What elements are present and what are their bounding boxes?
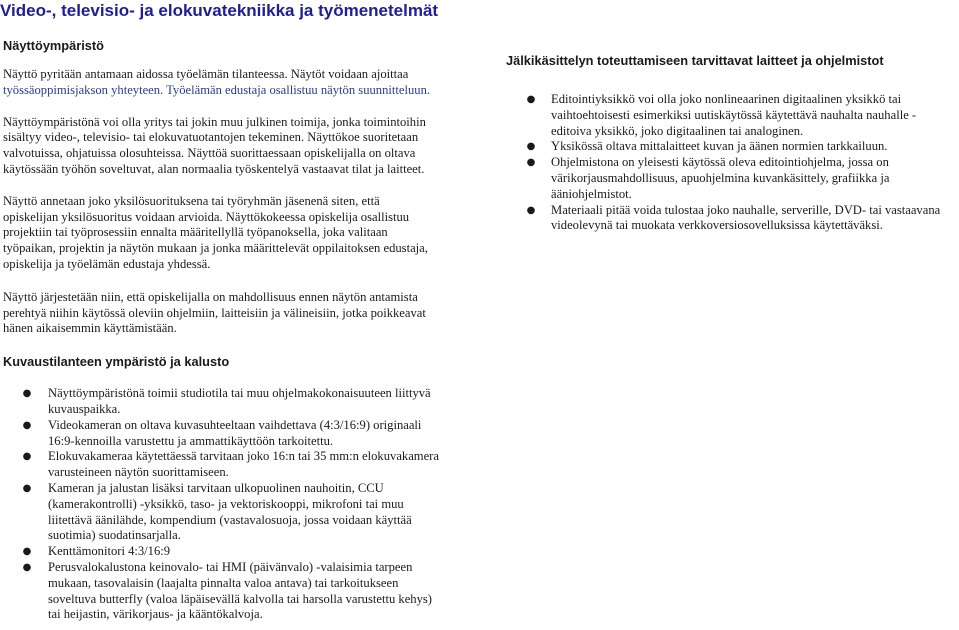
paragraph-line: opiskelijan yksilösuoritus voidaan arvioida. Näyttökokeessa opiskelija osallistuu <box>3 209 410 224</box>
list-item-line: Kameran ja jalustan lisäksi tarvitaan ulkopuolinen nauhoitin, CCU <box>48 480 384 495</box>
list-item <box>526 139 958 155</box>
bullet-icon: ● <box>526 141 536 153</box>
list-item <box>526 202 958 235</box>
list-item-line: varusteineen näytön suorittamiseen. <box>48 465 229 480</box>
section-heading-nayttoymparisto: Näyttöympäristö <box>3 38 104 53</box>
paragraph-line: valvotuissa, ohjatuissa olosuhteissa. Näyttöä suorittaessaan opiskelijalla on oltava <box>3 146 416 161</box>
subheading-kuvaustilanne: Kuvaustilanteen ympäristö ja kalusto <box>3 354 230 370</box>
section-heading-jalkikasittely: Jälkikäsittelyn toteuttamiseen tarvittavat laitteet ja ohjelmistot <box>506 53 884 68</box>
list-item <box>526 92 958 139</box>
bullet-icon: ● <box>22 561 32 573</box>
paragraph-line: Näyttö järjestetään niin, että opiskelijalla on mahdollisuus ennen näytön antamista <box>3 289 418 304</box>
list-item-line: kuvauspaikka. <box>48 401 121 416</box>
list-item-line: soveltuva butterfly (valoa läpäisevällä kalvolla tai harsolla varustettu kehys) <box>48 591 432 606</box>
list-item-line: vaihtoehtoisesti esimerkiksi uutiskäytössä käytettävä nauhalta nauhalle - <box>551 107 917 122</box>
list-item-line: liitettävä äänilähde, kompendium (vastavalosuoja, jossa voidaan käyttää <box>48 512 412 527</box>
list-item-line: editoiva yksikkö, joko digitaalinen tai analoginen. <box>551 123 804 138</box>
list-item-line: (kamerakontrolli) -yksikkö, taso- ja vektoriskooppi, mikrofoni tai muu <box>48 496 404 511</box>
list-item <box>22 449 473 481</box>
bullet-icon: ● <box>22 482 32 494</box>
list-item-line: värikorjausmahdollisuus, apuohjelmina kuvankäsittely, grafiikka ja <box>551 170 890 185</box>
paragraph-line: projektiin tai työprosessiin ennalta määritellyllä työpanoksella, joka valitaan <box>3 225 388 240</box>
bullet-icon: ● <box>22 451 32 463</box>
paragraph-intro <box>3 67 473 99</box>
bullet-icon: ● <box>526 204 536 216</box>
list-item-line: Näyttöympäristönä toimii studiotila tai muu ohjelmakokonaisuuteen liittyvä <box>48 386 431 401</box>
list-item <box>526 155 958 202</box>
paragraph-line: opiskelija ja työelämän edustaja yhdessä. <box>3 256 211 271</box>
paragraph-line: hänen aikaisemmin käyttämistään. <box>3 321 177 336</box>
bullet-icon: ● <box>526 157 536 169</box>
list-item-line: Elokuvakameraa käytettäessä tarvitaan joko 16:n tai 35 mm:n elokuvakamera <box>48 449 439 464</box>
bullet-icon: ● <box>526 94 536 105</box>
list-item-line: Materiaali pitää voida tulostaa joko nauhalle, serverille, DVD- tai vastaavana <box>551 202 941 217</box>
list-item-line: Editointiyksikkö voi olla joko nonlineaarinen digitaalinen yksikkö tai <box>551 92 902 106</box>
bullet-icon: ● <box>22 546 32 558</box>
list-item-line: tai heijastin, värikorjaus- ja kääntökalvoja. <box>48 607 263 622</box>
list-item-line: suotimia) suodatinsarjalla. <box>48 528 181 543</box>
paragraph-line: Näyttöympäristönä voi olla yritys tai jokin muu julkinen toimija, jonka toimintoihin <box>3 114 426 129</box>
post-production-list <box>506 92 958 234</box>
page-title: Video-, televisio- ja elokuvatekniikka ja työmenetelmät <box>0 1 439 20</box>
paragraph-line: sisältyy video-, televisio- tai elokuvatuotantojen tekeminen. Näyttökoe suoritetaan <box>3 130 419 145</box>
paragraph-line: työpaikan, projektin ja näytön mukaan ja jonka määrittelevät oppilaitoksen edustaja, <box>3 241 428 256</box>
list-item-line: Videokameran on oltava kuvasuhteeltaan vaihdettava (4:3/16:9) originaali <box>48 417 422 432</box>
paragraph-environment <box>3 115 473 178</box>
left-column <box>3 38 473 623</box>
list-item-line: videolevynä tai muokata verkkoversiosovelluksissa käytettäväksi. <box>551 218 883 233</box>
paragraph-orientation <box>3 290 473 337</box>
bullet-icon: ● <box>22 419 32 431</box>
list-item <box>22 386 473 418</box>
list-item-line: Yksikössä oltava mittalaitteet kuvan ja äänen normien tarkkailuun. <box>551 139 888 154</box>
list-item-line: Ohjelmistona on yleisesti käytössä oleva editointiohjelma, jossa on <box>551 155 889 170</box>
paragraph-line: työssäoppimisjakson yhteyteen. Työelämän edustaja osallistuu näytön suunnitteluun. <box>3 82 431 97</box>
paragraph-line: käytössään työhön soveltuvat, alan normaalia työskentelyä vastaavat tilat ja laitteet. <box>3 161 425 176</box>
paragraph-line: Näyttö pyritään antamaan aidossa työelämän tilanteessa. Näytöt voidaan ajoittaa <box>3 67 409 81</box>
equipment-list <box>3 386 473 623</box>
paragraph-assessment <box>3 194 473 273</box>
bullet-icon: ● <box>22 388 32 400</box>
list-item-line: mukaan, tasovalaisin (laajalta pinnalta valoa antava) tai tarkoitukseen <box>48 575 399 590</box>
list-item-line: ääniohjelmistot. <box>551 186 632 201</box>
list-item <box>22 480 473 544</box>
paragraph-line: Näyttö annetaan joko yksilösuorituksena tai työryhmän jäsenenä siten, että <box>3 193 380 208</box>
list-item-line: Perusvalokalustona keinovalo- tai HMI (päivänvalo) -valaisimia tarpeen <box>48 559 413 574</box>
paragraph-line: perehtyä niihin käytössä oleviin ohjelmiin, laitteisiin ja välineisiin, jotka poikkeavat <box>3 305 426 320</box>
list-item-line: 16:9-kennoilla varustettu ja ammattikäyttöön tarkoitettu. <box>48 433 334 448</box>
list-item-line: Kenttämonitori 4:3/16:9 <box>48 544 171 559</box>
list-item <box>22 559 473 623</box>
list-item <box>22 417 473 450</box>
list-item <box>22 544 473 560</box>
right-column <box>506 53 958 234</box>
